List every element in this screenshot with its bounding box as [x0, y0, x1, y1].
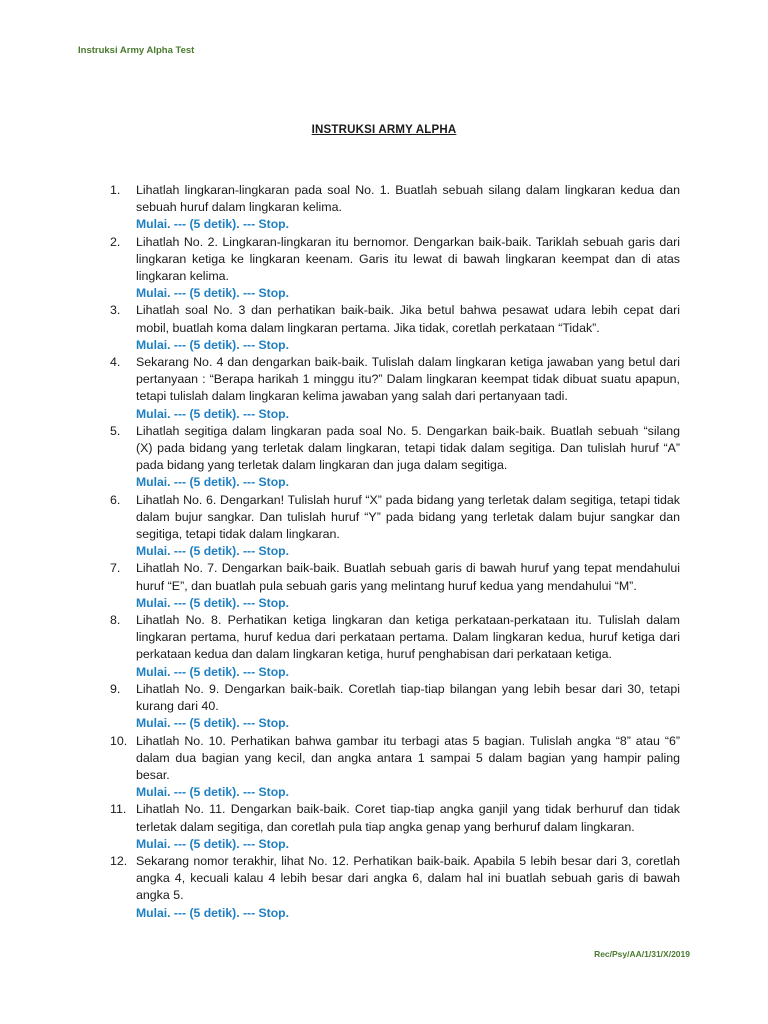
timing-line: Mulai. --- (5 detik). --- Stop.	[136, 337, 290, 352]
instruction-number: 9.	[110, 681, 121, 696]
timing-line: Mulai. --- (5 detik). --- Stop.	[136, 544, 290, 559]
instruction-text: Sekarang No. 4 dan dengarkan baik-baik. Tulislah dalam lingkaran ketiga jawaban yang betul dari pertanyaan : “Berapa harikah 1 minggu itu?” Dalam lingkaran keempat tidak dibuat suatu apapun, tetapi tulislah dalam lingkaran kelima jawaban yang salah dari pertanyaan tadi.	[136, 355, 680, 404]
timing-line: Mulai. --- (5 detik). --- Stop.	[136, 836, 290, 851]
instruction-item	[110, 853, 680, 922]
page-footer: Rec/Psy/AA/1/31/X/2019	[594, 949, 690, 959]
instruction-text: Lihatlah No. 6. Dengarkan! Tulislah huruf “X” pada bidang yang terletak dalam segitiga, tetapi tidak dalam bujur sangkar. Dan tulislah huruf “Y” pada bidang yang terletak dalam bujur sangkar dan segitiga, tetapi tidak dalam lingkaran.	[136, 492, 680, 542]
timing-line: Mulai. --- (5 detik). --- Stop.	[136, 475, 290, 490]
document-title: INSTRUKSI ARMY ALPHA	[311, 124, 457, 136]
instruction-text: Lihatlah No. 11. Dengarkan baik-baik. Coret tiap-tiap angka ganjil yang tidak berhuruf dan tidak terletak dalam segitiga, dan coretlah pula tiap angka genap yang berhuruf dalam lingkaran.	[136, 802, 680, 834]
instruction-item	[110, 234, 680, 303]
instruction-text: Sekarang nomor terakhir, lihat No. 12. Perhatikan baik-baik. Apabila 5 lebih besar dari 3, coretlah angka 4, kecuali kalau 4 lebih besar dari angka 6, dalam hal ini buatlah sebuah garis di bawah angka 5.	[136, 853, 680, 903]
instruction-number: 1.	[110, 183, 121, 197]
instruction-number: 3.	[110, 303, 121, 318]
timing-line: Mulai. --- (5 detik). --- Stop.	[136, 217, 290, 232]
page-header: Instruksi Army Alpha Test	[78, 45, 195, 56]
instruction-item	[110, 492, 680, 561]
instruction-item	[110, 560, 680, 612]
instruction-item	[110, 681, 680, 733]
instruction-item	[110, 612, 680, 681]
instruction-item	[110, 302, 680, 354]
instruction-number: 6.	[110, 492, 121, 507]
instruction-number: 2.	[110, 234, 121, 249]
instruction-list	[110, 182, 680, 922]
instruction-text: Lihatlah No. 2. Lingkaran-lingkaran itu bernomor. Dengarkan baik-baik. Tariklah sebuah garis dari lingkaran ketiga ke lingkaran keenam. Garis itu lewat di bawah lingkaran keempat dan di atas lingkaran kelima.	[136, 234, 680, 284]
instruction-text: Lihatlah soal No. 3 dan perhatikan baik-baik. Jika betul bahwa pesawat udara lebih cepat dari mobil, buatlah koma dalam lingkaran pertama. Jika tidak, coretlah perkataan “Tidak”.	[136, 303, 680, 335]
instruction-item	[110, 182, 680, 234]
instruction-number: 7.	[110, 561, 121, 576]
instruction-number: 12.	[110, 853, 128, 868]
instruction-item	[110, 423, 680, 492]
instruction-number: 11.	[110, 802, 127, 817]
timing-line: Mulai. --- (5 detik). --- Stop.	[136, 905, 290, 920]
instruction-number: 4.	[110, 355, 121, 370]
instruction-text: Lihatlah No. 10. Perhatikan bahwa gambar itu terbagi atas 5 bagian. Tulislah angka “8” atau “6” dalam dua bagian yang kecil, dan angka antara 1 sampai 5 dalam bagian yang hampir paling besar.	[136, 733, 680, 782]
instruction-item	[110, 354, 680, 423]
instruction-text: Lihatlah No. 9. Dengarkan baik-baik. Coretlah tiap-tiap bilangan yang lebih besar dari 30, tetapi kurang dari 40.	[136, 681, 680, 714]
instruction-number: 5.	[110, 423, 121, 438]
timing-line: Mulai. --- (5 detik). --- Stop.	[136, 716, 290, 731]
instruction-item	[110, 801, 680, 853]
timing-line: Mulai. --- (5 detik). --- Stop.	[136, 406, 290, 421]
instruction-text: Lihatlah No. 7. Dengarkan baik-baik. Buatlah sebuah garis di bawah huruf yang tepat mendahului huruf “E”, dan buatlah pula sebuah garis yang melintang huruf kedua yang mendahului “M”.	[136, 561, 680, 593]
instruction-number: 10.	[110, 733, 128, 748]
timing-line: Mulai. --- (5 detik). --- Stop.	[136, 286, 290, 301]
instruction-text: Lihatlah segitiga dalam lingkaran pada soal No. 5. Dengarkan baik-baik. Buatlah sebuah “silang (X) pada bidang yang terletak dalam lingkaran, tetapi tidak dalam segitiga. Dan tulislah huruf “A” pada bidang yang terletak dalam lingkaran dan juga dalam segitiga.	[136, 423, 680, 473]
timing-line: Mulai. --- (5 detik). --- Stop.	[136, 595, 290, 610]
timing-line: Mulai. --- (5 detik). --- Stop.	[136, 785, 290, 800]
instruction-text: Lihatlah No. 8. Perhatikan ketiga lingkaran dan ketiga perkataan-perkataan itu. Tulislah dalam lingkaran pertama, huruf kedua dari perkataan pertama. Dalam lingkaran kedua, huruf ketiga dari perkataan kedua dan dalam lingkaran ketiga, huruf penghabisan dari perkataan ketiga.	[136, 613, 680, 662]
instruction-item	[110, 733, 680, 802]
timing-line: Mulai. --- (5 detik). --- Stop.	[136, 664, 290, 679]
instruction-text: Lihatlah lingkaran-lingkaran pada soal No. 1. Buatlah sebuah silang dalam lingkaran kedua dan sebuah huruf dalam lingkaran kelima.	[136, 183, 680, 215]
instruction-number: 8.	[110, 613, 121, 628]
